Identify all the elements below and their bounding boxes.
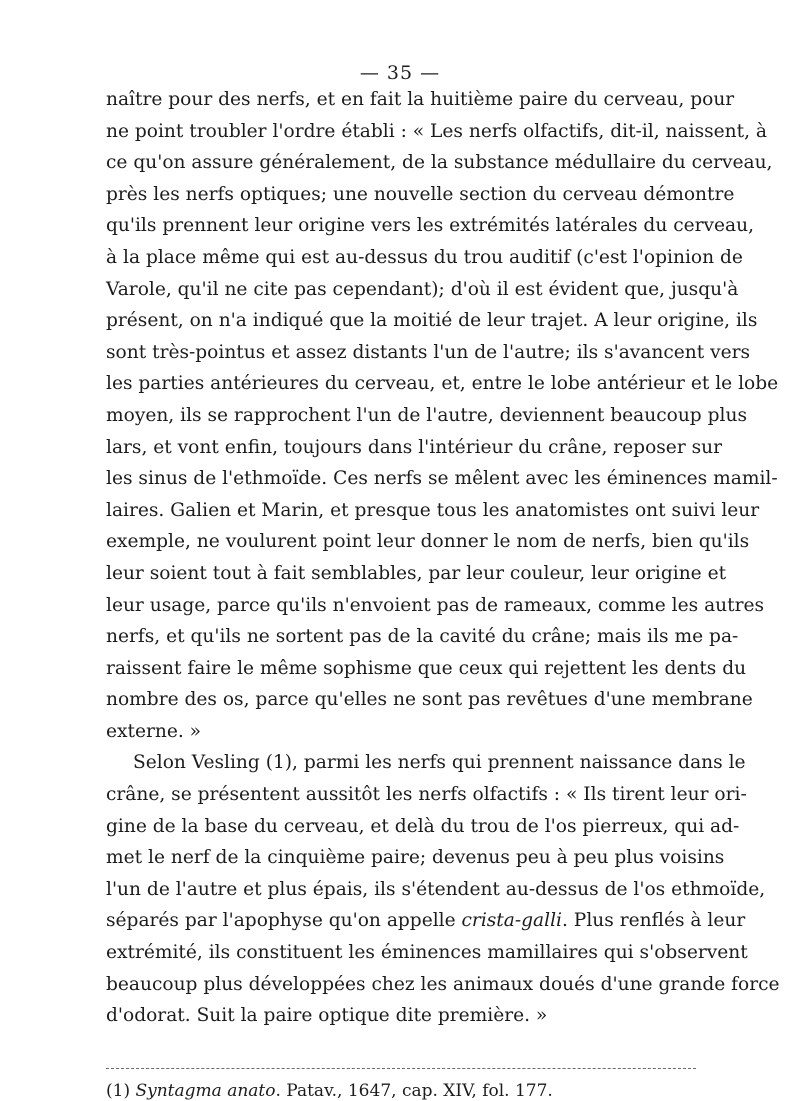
text-line: ce qu'on assure généralement, de la substance médullaire du cerveau, [106, 152, 773, 174]
body-text [106, 84, 780, 1032]
text-line: moyen, ils se rapprochent l'un de l'autre, deviennent beaucoup plus [106, 404, 747, 426]
text-line: naître pour des nerfs, et en fait la huitième paire du cerveau, pour [106, 89, 735, 110]
page-number: — 35 — [359, 62, 441, 84]
footnote-title: Syntagma anato [135, 1081, 276, 1101]
text-line: exemple, ne voulurent point leur donner le nom de nerfs, bien qu'ils [106, 531, 750, 553]
text-line: leur soient tout à fait semblables, par leur couleur, leur origine et [106, 562, 727, 584]
paragraph-start-line: Selon Vesling (1), parmi les nerfs qui prennent naissance dans le [133, 752, 746, 774]
text-line: lars, et vont enfin, toujours dans l'intérieur du crâne, reposer sur [106, 436, 723, 458]
text-line-crista-galli [106, 905, 746, 937]
footnote [106, 1082, 696, 1101]
footnote-marker: (1) [106, 1081, 136, 1101]
text-line: les parties antérieures du cerveau, et, entre le lobe antérieur et le lobe [106, 373, 779, 395]
text-line: Varole, qu'il ne cite pas cependant); d'où il est évident que, jusqu'à [106, 278, 739, 300]
text-line: près les nerfs optiques; une nouvelle section du cerveau démontre [106, 183, 735, 205]
footnote-reference: . Patav., 1647, cap. XIV, fol. 177. [275, 1081, 553, 1101]
text-line: laires. Galien et Marin, et presque tous les anatomistes ont suivi leur [106, 499, 760, 521]
text-line: gine de la base du cerveau, et delà du trou de l'os pierreux, qui ad- [106, 815, 740, 837]
text-line: sont très-pointus et assez distants l'un de l'autre; ils s'avancent vers [106, 341, 751, 363]
line-text-after: . Plus renflés à leur [561, 910, 746, 932]
text-line: qu'ils prennent leur origine vers les extrémités latérales du cerveau, [106, 215, 755, 237]
text-line: présent, on n'a indiqué que la moitié de leur trajet. A leur origine, ils [106, 310, 758, 332]
text-line: à la place même qui est au-dessus du trou auditif (c'est l'opinion de [106, 246, 743, 268]
italic-term: crista-galli [461, 910, 562, 932]
text-line: met le nerf de la cinquième paire; devenus peu à peu plus voisins [106, 847, 725, 869]
text-line: beaucoup plus développées chez les animaux doués d'une grande force [106, 973, 780, 995]
text-line: ne point troubler l'ordre établi : « Les nerfs olfactifs, dit-il, naissent, à [106, 120, 768, 142]
text-line: nombre des os, parce qu'elles ne sont pas revêtues d'une membrane [106, 689, 753, 711]
text-line: raissent faire le même sophisme que ceux qui rejettent les dents du [106, 657, 747, 679]
line-text-before: séparés par l'apophyse qu'on appelle [106, 910, 462, 932]
paragraph-end-line: d'odorat. Suit la paire optique dite première. » [106, 1005, 548, 1027]
footnote-separator [106, 1068, 696, 1069]
text-line: extrémité, ils constituent les éminences mamillaires qui s'observent [106, 942, 748, 964]
text-line: nerfs, et qu'ils ne sortent pas de la cavité du crâne; mais ils me pa- [106, 626, 739, 648]
text-line: les sinus de l'ethmoïde. Ces nerfs se mêlent avec les éminences mamil- [106, 468, 778, 490]
text-line: l'un de l'autre et plus épais, ils s'étendent au-dessus de l'os ethmoïde, [106, 878, 766, 900]
text-line: leur usage, parce qu'ils n'envoient pas de rameaux, comme les autres [106, 594, 765, 616]
text-line: crâne, se présentent aussitôt les nerfs olfactifs : « Ils tirent leur ori- [106, 784, 747, 806]
paragraph-end-line: externe. » [106, 720, 202, 742]
